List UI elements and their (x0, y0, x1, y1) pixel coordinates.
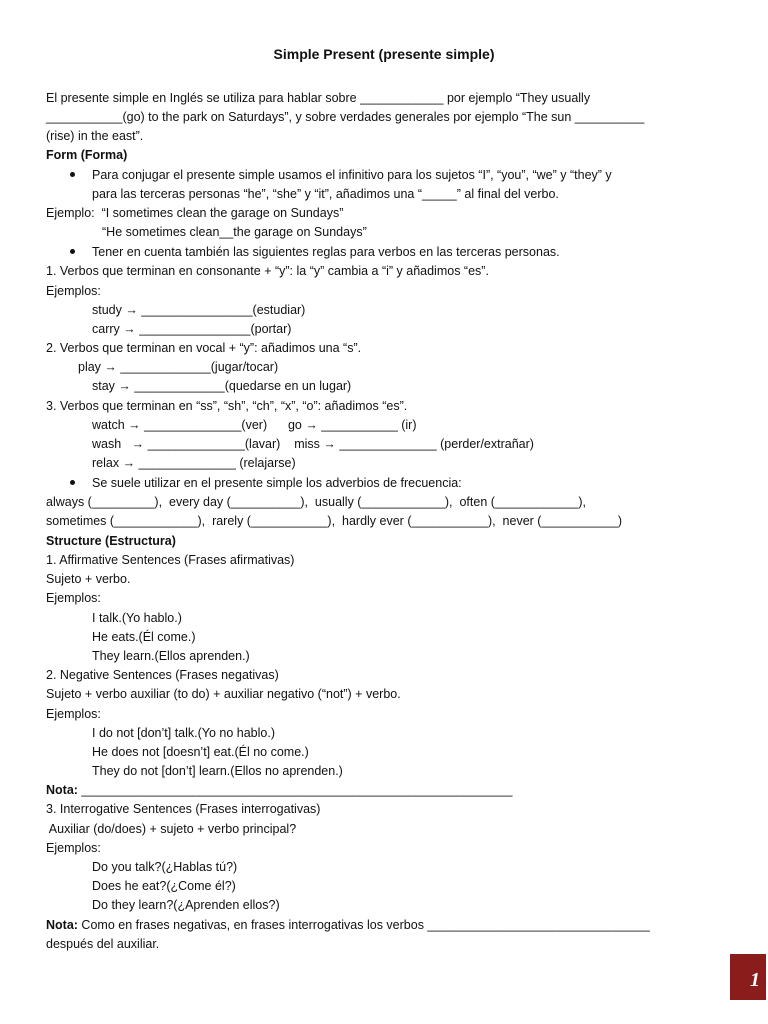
affirmative-item: He eats.(Él come.) (92, 630, 196, 644)
rule1-heading: 1. Verbos que terminan en consonante + “y”: la “y” cambia a “i” y añadimos “es”. (46, 264, 489, 278)
interrogative-heading: 3. Interrogative Sentences (Frases interrogativas) (46, 802, 321, 816)
rule1-examples-label: Ejemplos: (46, 284, 101, 298)
negative-heading: 2. Negative Sentences (Frases negativas) (46, 668, 279, 682)
negative-formula: Sujeto + verbo auxiliar (to do) + auxiliar negativo (“not”) + verbo. (46, 687, 401, 701)
rule2-heading: 2. Verbos que terminan en vocal + “y”: añadimos una “s”. (46, 341, 362, 355)
bullet-icon (70, 172, 75, 177)
rule3-item: relax → ______________ (relajarse) (92, 456, 296, 470)
example-line-1: Ejemplo: “I sometimes clean the garage on Sundays” (46, 206, 344, 220)
note-text: Como en frases negativas, en frases interrogativas los verbos ________________________________ (77, 918, 650, 932)
rule2-item: stay → _____________(quedarse en un lugar) (92, 379, 352, 393)
interrogative-item: Do they learn?(¿Aprenden ellos?) (92, 898, 280, 912)
negative-item: They do not [don’t] learn.(Ellos no aprenden.) (92, 764, 343, 778)
interrogative-examples-label: Ejemplos: (46, 841, 101, 855)
interrogative-note-line-2: después del auxiliar. (46, 937, 160, 951)
rule2-item: play → _____________(jugar/tocar) (78, 360, 279, 374)
bullet-icon (70, 480, 75, 485)
affirmative-item: I talk.(Yo hablo.) (92, 611, 182, 625)
interrogative-item: Do you talk?(¿Hablas tú?) (92, 860, 238, 874)
interrogative-note (46, 916, 650, 934)
negative-item: He does not [doesn’t] eat.(Él no come.) (92, 745, 309, 759)
note-blank: ______________________________________________________________ (77, 783, 513, 797)
note-label: Nota: (46, 783, 78, 797)
page-number: 1 (750, 969, 760, 991)
adverbs-line-1: always (_________), every day (__________), usually (____________), often (____________), (46, 495, 586, 509)
negative-item: I do not [don’t] talk.(Yo no hablo.) (92, 726, 275, 740)
negative-note (46, 781, 512, 799)
interrogative-item: Does he eat?(¿Come él?) (92, 879, 236, 893)
structure-heading: Structure (Estructura) (46, 534, 176, 548)
intro-line-2: ___________(go) to the park on Saturdays”, y sobre verdades generales por ejemplo “The sun __________ (46, 110, 645, 124)
intro-line-3: (rise) in the east”. (46, 129, 144, 143)
rule3-item: wash → ______________(lavar) miss → ______________ (perder/extrañar) (92, 437, 534, 451)
affirmative-heading: 1. Affirmative Sentences (Frases afirmativas) (46, 553, 295, 567)
negative-examples-label: Ejemplos: (46, 707, 101, 721)
affirmative-formula: Sujeto + verbo. (46, 572, 131, 586)
form-bullet-line-1: Para conjugar el presente simple usamos el infinitivo para los sujetos “I”, “you”, “we” y “they” y (92, 168, 612, 182)
affirmative-examples-label: Ejemplos: (46, 591, 101, 605)
rule1-item: carry → ________________(portar) (92, 322, 292, 336)
adverbs-bullet: Se suele utilizar en el presente simple los adverbios de frecuencia: (92, 476, 462, 490)
bullet-icon (70, 249, 75, 254)
affirmative-item: They learn.(Ellos aprenden.) (92, 649, 250, 663)
rule1-item: study → ________________(estudiar) (92, 303, 306, 317)
interrogative-formula: Auxiliar (do/does) + sujeto + verbo principal? (46, 822, 297, 836)
form-heading: Form (Forma) (46, 148, 128, 162)
rules-bullet: Tener en cuenta también las siguientes reglas para verbos en las terceras personas. (92, 245, 560, 259)
rule3-heading: 3. Verbos que terminan en “ss”, “sh”, “ch”, “x”, “o”: añadimos “es”. (46, 399, 408, 413)
adverbs-line-2: sometimes (____________), rarely (___________), hardly ever (___________), never (___________) (46, 514, 623, 528)
rule3-item: watch → ______________(ver) go → ___________ (ir) (92, 418, 417, 432)
note-label: Nota: (46, 918, 78, 932)
form-bullet-line-2: para las terceras personas “he”, “she” y “it”, añadimos una “_____” al final del verbo. (92, 187, 559, 201)
page-number-badge (730, 954, 766, 1000)
intro-line-1: El presente simple en Inglés se utiliza para hablar sobre ____________ por ejemplo “They usually (46, 91, 591, 105)
page-title: Simple Present (presente simple) (273, 46, 495, 62)
example-line-2: “He sometimes clean__the garage on Sundays” (102, 225, 367, 239)
